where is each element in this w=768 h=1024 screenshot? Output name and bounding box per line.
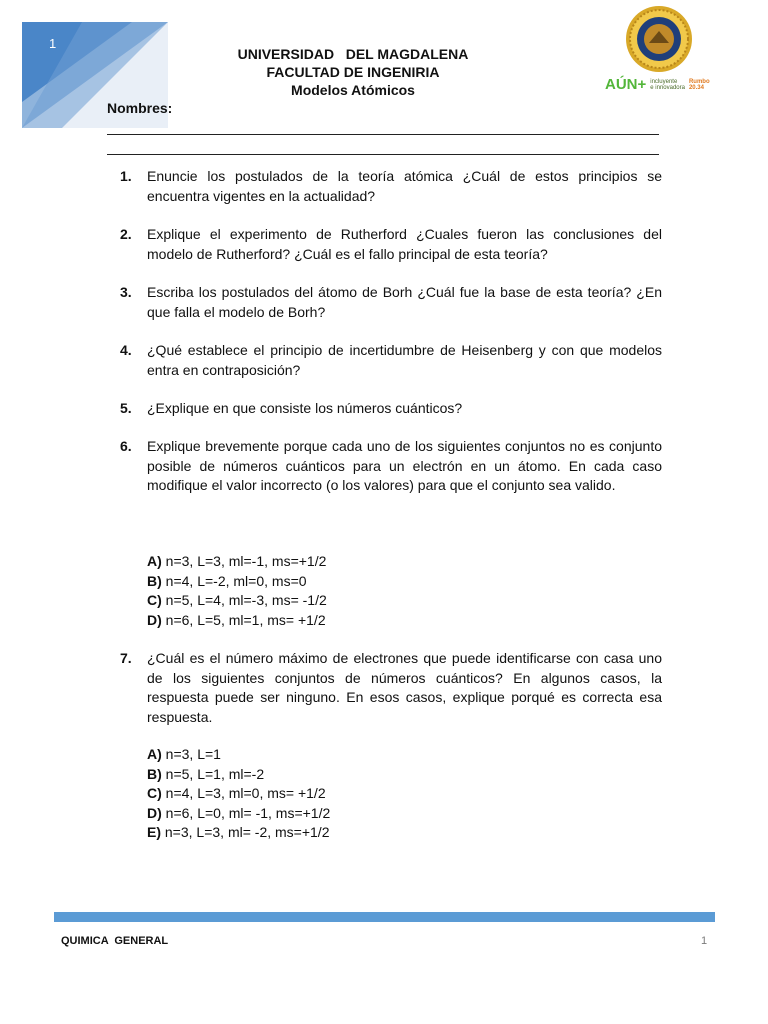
- question-text: Explique el experimento de Rutherford ¿Cuales fueron las conclusiones del modelo de Rutherford? ¿Cuál es el fallo principal de esta teoría?: [147, 226, 662, 262]
- question-number: 1.: [120, 168, 132, 184]
- option-item: B) n=4, L=-2, ml=0, ms=0: [147, 572, 307, 589]
- names-line-2[interactable]: [107, 154, 659, 155]
- aun-logo: [605, 76, 710, 93]
- faculty-title: FACULTAD DE INGENIRIA: [266, 64, 440, 80]
- question-5: [120, 399, 662, 419]
- names-line-1[interactable]: [107, 134, 659, 135]
- university-seal-logo: [625, 5, 693, 73]
- option-item: B) n=5, L=1, ml=-2: [147, 765, 265, 782]
- aun-tagline: incluyente e innovadora: [650, 78, 685, 91]
- option-item: E) n=3, L=3, ml= -2, ms=+1/2: [147, 824, 330, 840]
- question-7: [120, 649, 662, 727]
- option-item: D) n=6, L=0, ml= -1, ms=+1/2: [147, 804, 331, 821]
- question-number: 4.: [120, 342, 132, 358]
- question-text: ¿Explique en que consiste los números cuánticos?: [147, 400, 463, 416]
- footer-bar: [54, 912, 715, 922]
- footer-course: QUIMICA GENERAL: [61, 935, 169, 947]
- question-6: [120, 437, 662, 496]
- question-number: 5.: [120, 400, 132, 416]
- footer-page-number: 1: [701, 935, 708, 947]
- corner-page-number: 1: [49, 36, 57, 51]
- option-item: C) n=5, L=4, ml=-3, ms= -1/2: [147, 592, 327, 608]
- question-4: [120, 341, 662, 380]
- question-2: [120, 225, 662, 264]
- question-3: [120, 283, 662, 322]
- question-1: [120, 167, 662, 206]
- question-text: Enuncie los postulados de la teoría atómica ¿Cuál de estos principios se encuentra vigentes en la actualidad?: [147, 168, 662, 204]
- options-q7: [147, 745, 330, 843]
- question-text: ¿Qué establece el principio de incertidumbre de Heisenberg y con que modelos entra en contraposición?: [147, 342, 662, 378]
- names-label: Nombres:: [107, 100, 173, 116]
- options-q6: [147, 552, 327, 630]
- option-item: D) n=6, L=5, ml=1, ms= +1/2: [147, 611, 326, 628]
- question-text: Escriba los postulados del átomo de Borh ¿Cuál fue la base de esta teoría? ¿En que falla el modelo de Borh?: [147, 284, 662, 320]
- university-title: UNIVERSIDAD DEL MAGDALENA: [237, 46, 469, 62]
- option-item: A) n=3, L=3, ml=-1, ms=+1/2: [147, 553, 327, 569]
- option-item: A) n=3, L=1: [147, 746, 221, 762]
- aun-brand: AÚN+: [605, 76, 647, 93]
- question-number: 7.: [120, 650, 132, 666]
- question-number: 6.: [120, 438, 132, 454]
- aun-year: Rumbo 20.34: [688, 78, 710, 91]
- subject-title: Modelos Atómicos: [291, 82, 415, 98]
- question-number: 2.: [120, 226, 132, 242]
- question-number: 3.: [120, 284, 132, 300]
- question-text: Explique brevemente porque cada uno de los siguientes conjuntos no es conjunto posible de números cuánticos para un electrón en un átomo. En cada caso modifique el valor incorrecto (o los valores) para que el conjunto sea valido.: [147, 438, 662, 493]
- option-item: C) n=4, L=3, ml=0, ms= +1/2: [147, 785, 326, 801]
- question-text: ¿Cuál es el número máximo de electrones que puede identificarse con casa uno de los siguientes conjuntos de números cuánticos? En algunos casos, la respuesta puede ser ninguno. En esos casos, explique porqué es correcta esa respuesta.: [147, 650, 662, 725]
